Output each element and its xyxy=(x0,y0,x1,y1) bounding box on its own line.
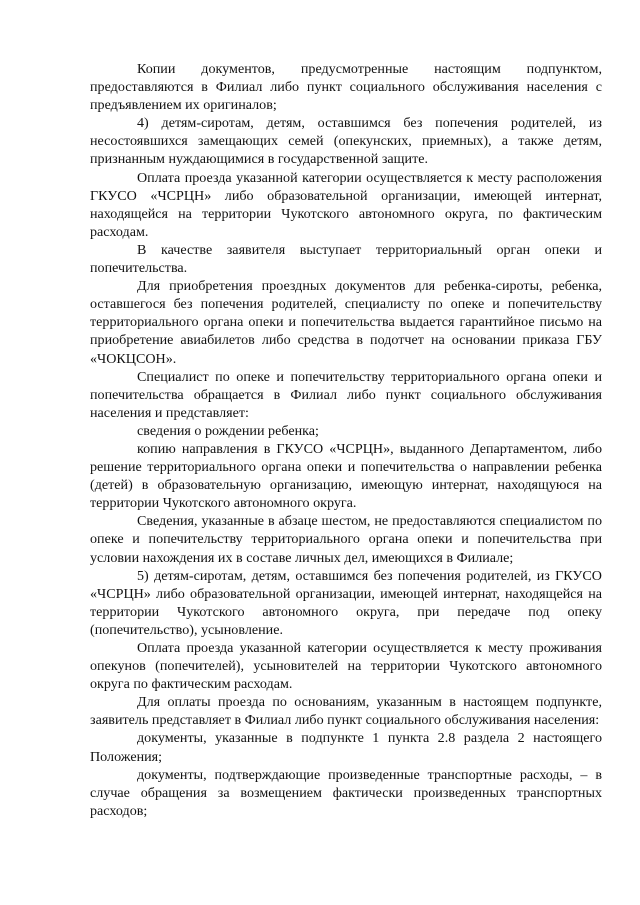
paragraph-payment-guardians: Оплата проезда указанной категории осуществляется к месту проживания опекунов (попечителей), усыновителей на территории Чукотского автономного округа по фактическим расходам. xyxy=(90,640,602,693)
paragraph-documents-list: документы, указанные в подпункте 1 пункта 2.8 раздела 2 настоящего Положения; xyxy=(90,730,602,765)
paragraph-direction-copy: копию направления в ГКУСО «ЧСРЦН», выданного Департаментом, либо решение территориального органа опеки и попечительства о направлении ребенка (детей) в образовательную организацию, имеющую интернат, находящуюся на территории Чукотского автономного округа. xyxy=(90,440,602,512)
paragraph-item-5: 5) детям-сиротам, детям, оставшимся без попечения родителей, из ГКУСО «ЧСРЦН» либо образовательной организации, имеющей интернат, находящейся на территории Чукотского автономного округа, при передаче под опеку (попечительство), усыновление. xyxy=(90,567,602,638)
paragraph-specialist: Специалист по опеке и попечительству территориального органа опеки и попечительства обращается в Филиал либо пункт социального обслуживания населения и представляет: xyxy=(90,368,602,421)
paragraph-item-4: 4) детям-сиротам, детям, оставшимся без попечения родителей, из несостоявшихся замещающих семей (опекунских, приемных), а также детям, признанным нуждающимися в государственной защите. xyxy=(90,115,602,168)
paragraph-payment-location: Оплата проезда указанной категории осуществляется к месту расположения ГКУСО «ЧСРЦН» либо образовательной организации, имеющей интернат, находящейся на территории Чукотского автономного округа, по фактическим расходам. xyxy=(90,169,602,240)
paragraph-info-not-provided: Сведения, указанные в абзаце шестом, не предоставляются специалистом по опеке и попечительству территориального органа опеки и попечительства при условии нахождения их в составе личных дел, имеющихся в Филиале; xyxy=(90,513,602,566)
paragraph-for-payment: Для оплаты проезда по основаниям, указанным в настоящем подпункте, заявитель представляет в Филиал либо пункт социального обслуживания населения: xyxy=(90,694,602,729)
document-page xyxy=(90,60,602,820)
paragraph-applicant: В качестве заявителя выступает территориальный орган опеки и попечительства. xyxy=(90,241,602,277)
paragraph-tickets: Для приобретения проездных документов для ребенка-сироты, ребенка, оставшегося без попечения родителей, специалисту по опеке и попечительству территориального органа опеки и попечительства выдается гарантийное письмо на приобретение авиабилетов либо средства в подотчет на основании приказа ГБУ «ЧОКЦСОН». xyxy=(90,278,602,367)
paragraph-expense-docs: документы, подтверждающие произведенные транспортные расходы, – в случае обращения за возмещением фактически произведенных транспортных расходов; xyxy=(90,766,602,819)
paragraph-copies: Копии документов, предусмотренные настоящим подпунктом, предоставляются в Филиал либо пункт социального обслуживания населения с предъявлением их оригиналов; xyxy=(90,61,602,114)
paragraph-birth-info: сведения о рождении ребенка; xyxy=(137,422,319,439)
